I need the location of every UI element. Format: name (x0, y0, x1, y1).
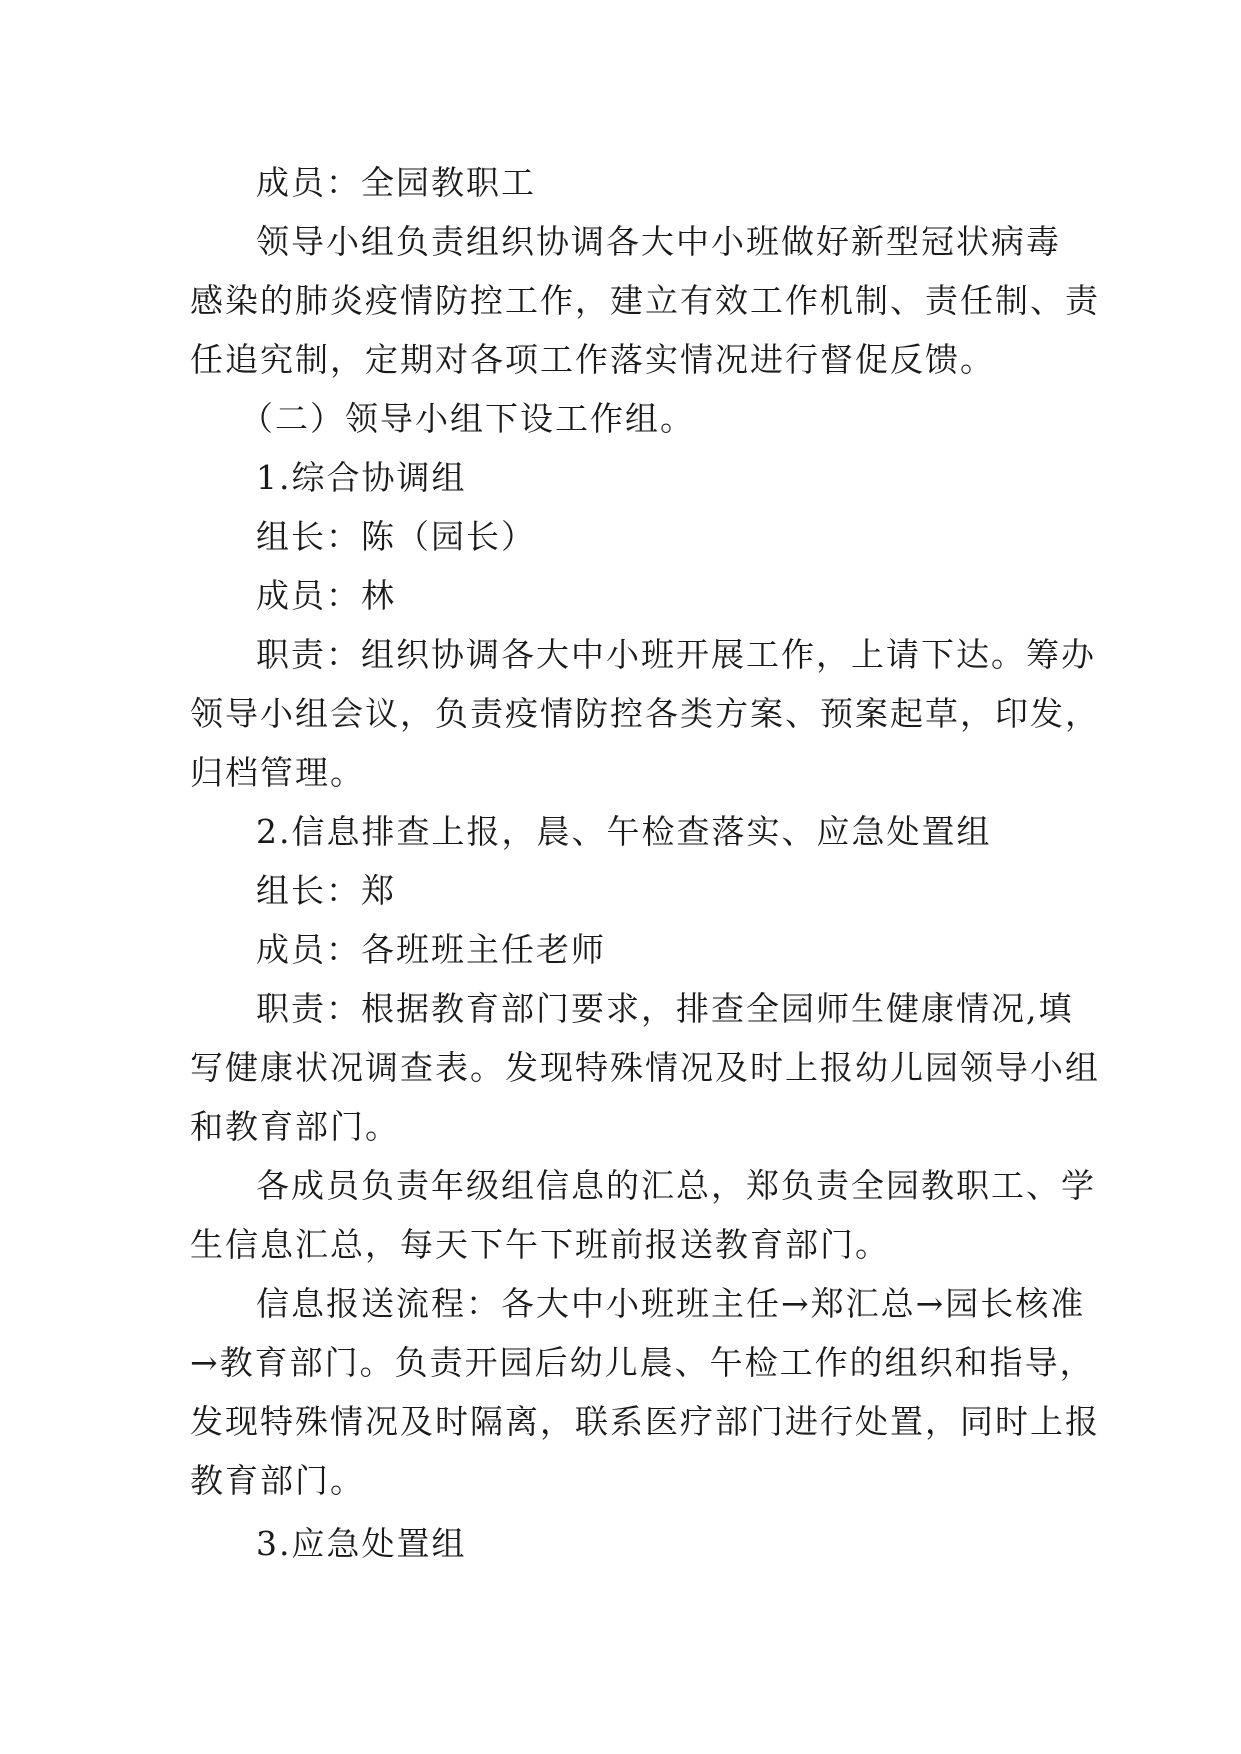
paragraph-line: 各成员负责年级组信息的汇总，郑负责全园教职工、学 (256, 1166, 1096, 1205)
paragraph-line: 任追究制，定期对各项工作落实情况进行督促反馈。 (190, 340, 995, 379)
paragraph-line: 感染的肺炎疫情防控工作，建立有效工作机制、责任制、责 (190, 281, 1100, 320)
paragraph-line: 职责：组织协调各大中小班开展工作，上请下达。筹办 (256, 635, 1096, 674)
paragraph-line: 领导小组负责组织协调各大中小班做好新型冠状病毒 (256, 222, 1061, 261)
paragraph-line: 和教育部门。 (190, 1107, 400, 1146)
paragraph-line: 信息报送流程：各大中小班班主任→郑汇总→园长核准 (256, 1284, 1086, 1323)
group-heading: 1.综合协调组 (256, 458, 467, 497)
paragraph-line: 职责：根据教育部门要求，排查全园师生健康情况,填 (256, 989, 1074, 1028)
paragraph-line: 领导小组会议，负责疫情防控各类方案、预案起草，印发， (190, 694, 1100, 733)
paragraph-line: 发现特殊情况及时隔离，联系医疗部门进行处置，同时上报 (190, 1402, 1100, 1441)
paragraph-line: →教育部门。负责开园后幼儿晨、午检工作的组织和指导， (190, 1343, 1095, 1382)
paragraph-line: 教育部门。 (190, 1461, 365, 1500)
paragraph-line: 组长：郑 (256, 871, 396, 910)
paragraph-line: 成员：各班班主任老师 (256, 930, 606, 969)
section-heading: （二）领导小组下设工作组。 (240, 399, 695, 438)
document-body (190, 153, 1100, 1573)
group-heading: 2.信息排查上报，晨、午检查落实、应急处置组 (256, 812, 992, 851)
paragraph-line: 成员：林 (256, 576, 396, 615)
paragraph-line: 写健康状况调查表。发现特殊情况及时上报幼儿园领导小组 (190, 1048, 1100, 1087)
paragraph-line: 生信息汇总，每天下午下班前报送教育部门。 (190, 1225, 890, 1264)
group-heading: 3.应急处置组 (256, 1524, 467, 1563)
paragraph-line: 归档管理。 (190, 753, 365, 792)
paragraph-line: 成员：全园教职工 (256, 163, 536, 202)
paragraph-line: 组长：陈（园长） (256, 517, 536, 556)
